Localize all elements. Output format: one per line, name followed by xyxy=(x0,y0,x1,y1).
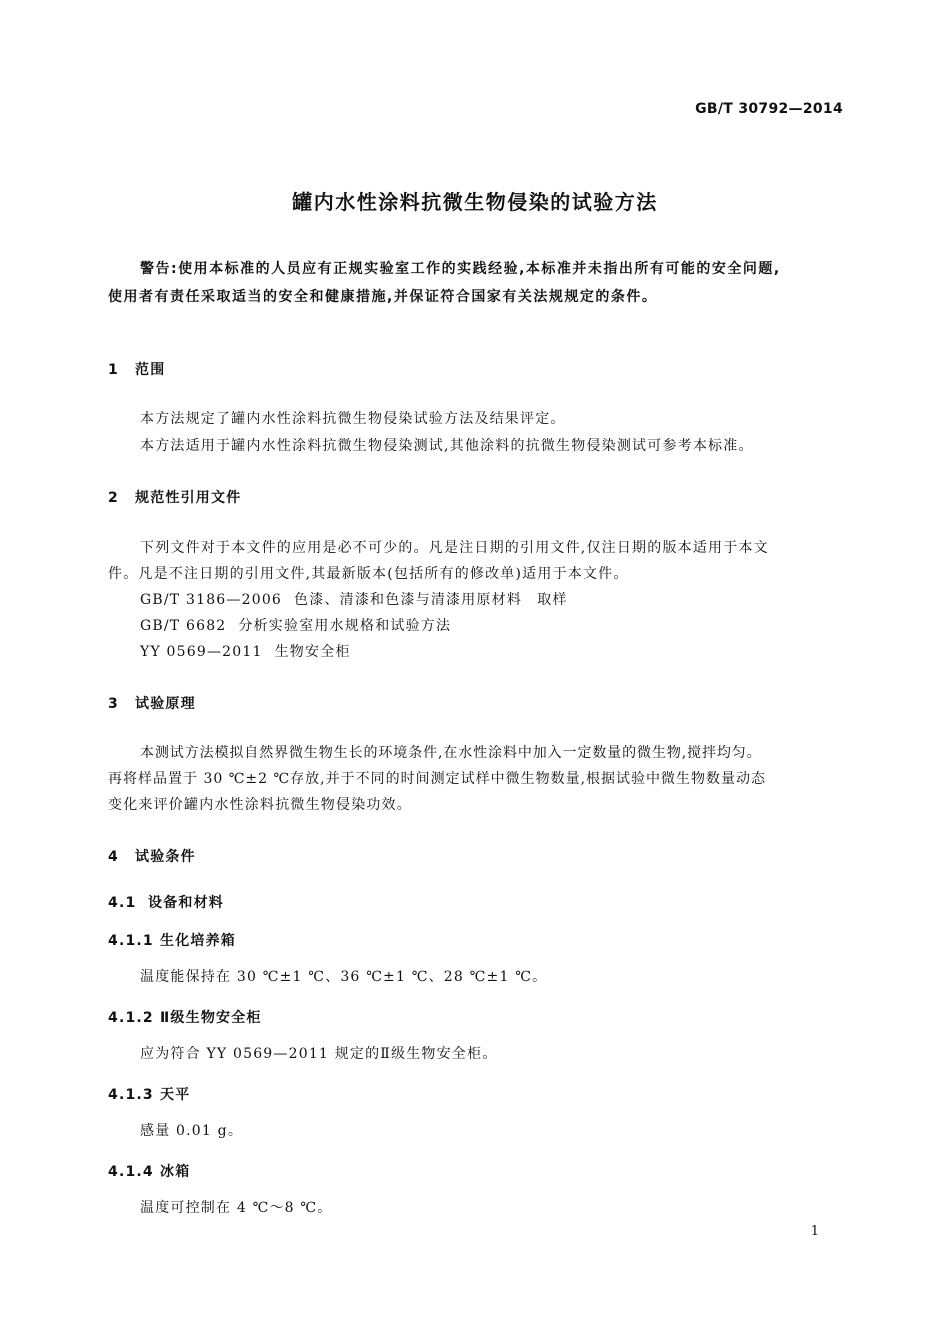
section-3-line-3: 变化来评价罐内水性涂料抗微生物侵染功效。 xyxy=(108,797,412,813)
section-3-line-2: 再将样品置于 30 ℃±2 ℃存放,并于不同的时间测定试样中微生物数量,根据试验中微生物数量动态 xyxy=(108,771,767,787)
reference-title: 分析实验室用水规格和试验方法 xyxy=(238,618,452,634)
reference-title: 色漆、清漆和色漆与清漆用原材料 取样 xyxy=(294,592,568,608)
subsection-title: 生化培养箱 xyxy=(160,933,236,949)
subsection-4-1-3-heading xyxy=(108,1084,190,1104)
reference-item xyxy=(140,589,568,609)
subsection-4-1-1-heading xyxy=(108,930,236,950)
subsection-4-1-1-text: 温度能保持在 30 ℃±1 ℃、36 ℃±1 ℃、28 ℃±1 ℃。 xyxy=(140,969,548,985)
page-number: 1 xyxy=(810,1224,819,1239)
subsection-number: 4.1.2 xyxy=(108,1010,154,1026)
document-title: 罐内水性涂料抗微生物侵染的试验方法 xyxy=(292,190,658,214)
section-title: 范围 xyxy=(135,362,166,378)
reference-item xyxy=(140,641,351,661)
subsection-number: 4.1.4 xyxy=(108,1164,154,1180)
warning-line-2: 使用者有责任采取适当的安全和健康措施,并保证符合国家有关法规规定的条件。 xyxy=(108,289,658,305)
subsection-4-1-2-heading xyxy=(108,1007,262,1027)
subsection-number: 4.1.3 xyxy=(108,1087,154,1103)
subsection-title: 天平 xyxy=(160,1087,191,1103)
section-1-paragraph-1: 本方法规定了罐内水性涂料抗微生物侵染试验方法及结果评定。 xyxy=(140,411,566,427)
standard-code: GB/T 30792—2014 xyxy=(695,101,843,117)
subsection-4-1-4-text: 温度可控制在 4 ℃～8 ℃。 xyxy=(140,1200,333,1216)
section-title: 试验条件 xyxy=(135,849,196,865)
reference-code: GB/T 3186—2006 xyxy=(140,592,283,608)
subsection-number: 4.1.1 xyxy=(108,933,154,949)
section-number: 4 xyxy=(108,849,119,865)
section-number: 3 xyxy=(108,696,119,712)
section-title: 试验原理 xyxy=(135,696,196,712)
section-1-paragraph-2: 本方法适用于罐内水性涂料抗微生物侵染测试,其他涂料的抗微生物侵染测试可参考本标准。 xyxy=(140,438,754,454)
section-2-paragraph-line-1: 下列文件对于本文件的应用是必不可少的。凡是注日期的引用文件,仅注日期的版本适用于本文 xyxy=(140,540,769,556)
subsection-4-1-2-text: 应为符合 YY 0569—2011 规定的Ⅱ级生物安全柜。 xyxy=(140,1046,498,1062)
section-4-heading xyxy=(108,846,196,866)
warning-line-1: 警告:使用本标准的人员应有正规实验室工作的实践经验,本标准并未指出所有可能的安全问题, xyxy=(140,261,781,277)
subsection-title: 冰箱 xyxy=(160,1164,191,1180)
subsection-4-1-4-heading xyxy=(108,1161,190,1181)
subsection-title: Ⅱ级生物安全柜 xyxy=(160,1010,262,1026)
reference-code: YY 0569—2011 xyxy=(140,644,263,660)
subsection-title: 设备和材料 xyxy=(148,895,224,911)
reference-code: GB/T 6682 xyxy=(140,618,227,634)
subsection-number: 4.1 xyxy=(108,895,137,911)
section-2-paragraph-line-2: 件。凡是不注日期的引用文件,其最新版本(包括所有的修改单)适用于本文件。 xyxy=(108,566,629,582)
section-1-heading xyxy=(108,359,165,379)
reference-title: 生物安全柜 xyxy=(274,644,351,660)
section-3-heading xyxy=(108,693,196,713)
section-title: 规范性引用文件 xyxy=(135,490,242,506)
subsection-4-1-heading xyxy=(108,892,224,912)
section-number: 2 xyxy=(108,490,119,506)
section-3-line-1: 本测试方法模拟自然界微生物生长的环境条件,在水性涂料中加入一定数量的微生物,搅拌均匀。 xyxy=(140,745,762,761)
subsection-4-1-3-text: 感量 0.01 g。 xyxy=(140,1123,244,1139)
section-number: 1 xyxy=(108,362,119,378)
section-2-heading xyxy=(108,487,241,507)
reference-item xyxy=(140,615,451,635)
